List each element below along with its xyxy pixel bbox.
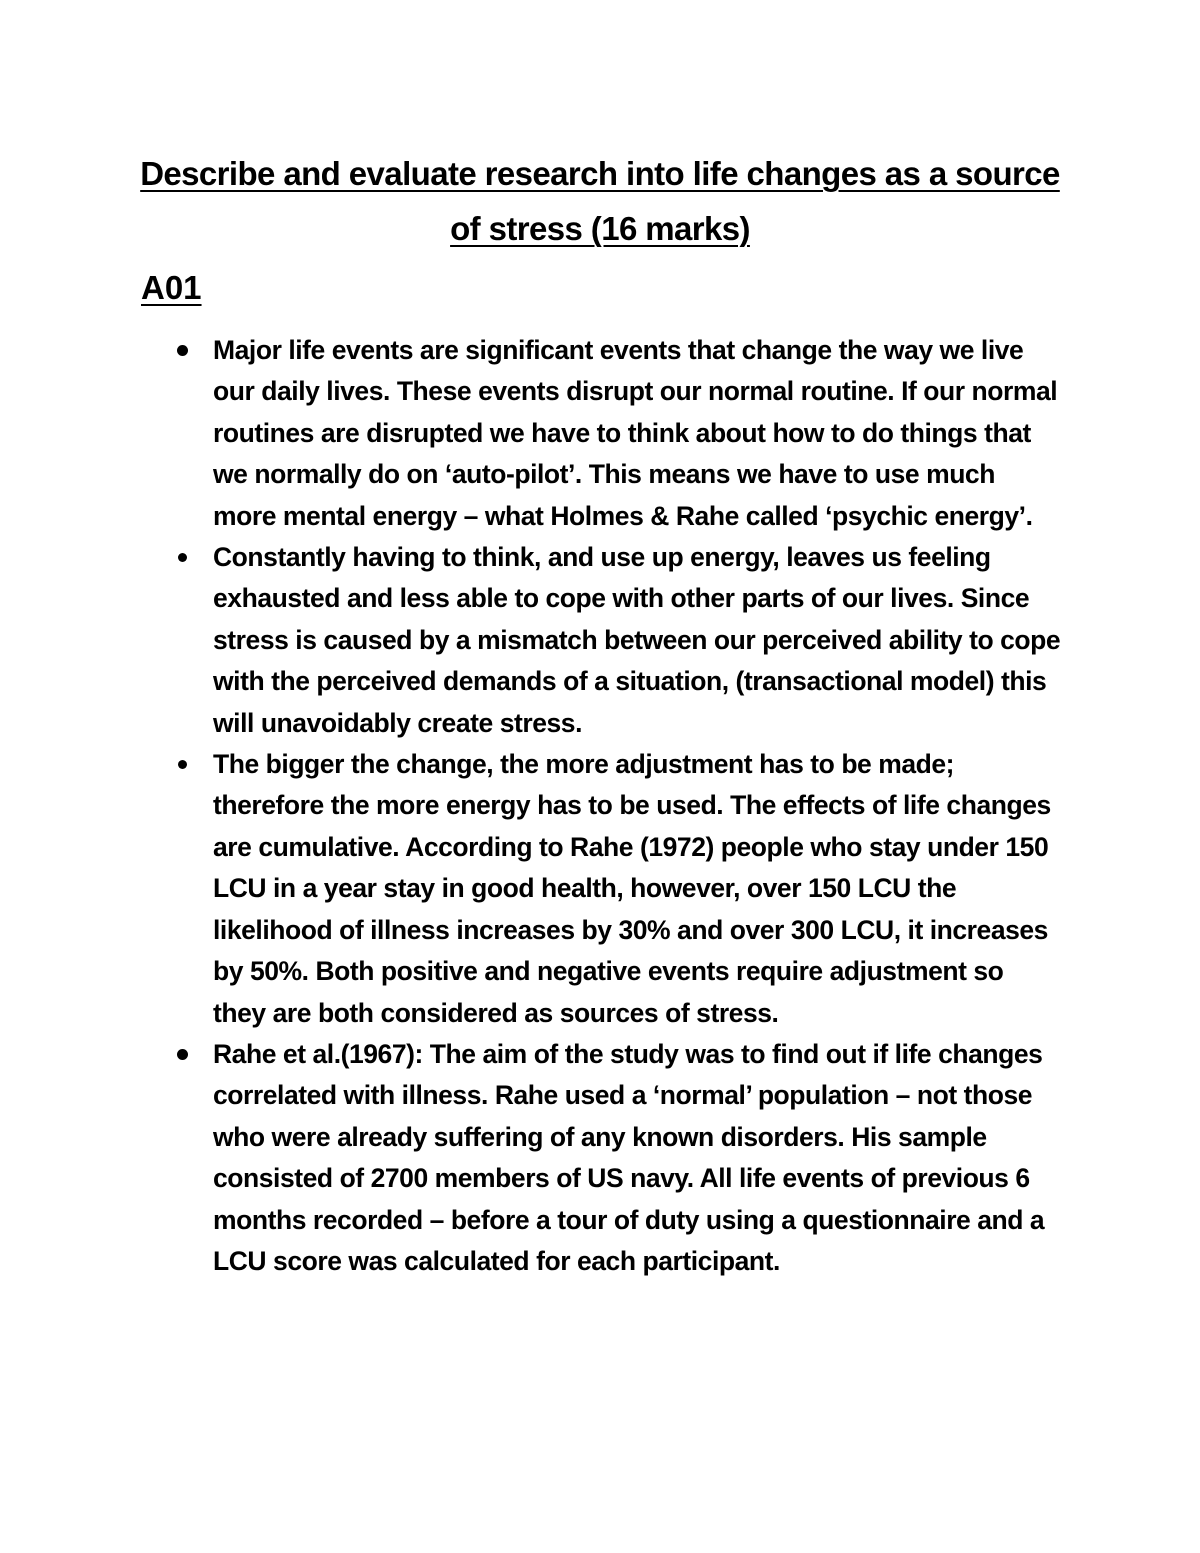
bullet-icon (178, 553, 187, 562)
bullet-text: The bigger the change, the more adjustment has to be made; therefore the more energy has to be used. The effects of life changes are cumulative. According to Rahe (1972) people who stay under 150 LCU in a year stay in good health, however, over 150 LCU the likelihood of illness increases by 30% and over 300 LCU, it increases by 50%. Both positive and negative events require adjustment so they are both considered as sources of stress. (213, 749, 1051, 1028)
bullet-text: Constantly having to think, and use up energy, leaves us feeling exhausted and less able to cope with other parts of our lives. Since stress is caused by a mismatch between our perceived ability to cope with the perceived demands of a situation, (transactional model) this will unavoidably create stress. (213, 542, 1061, 738)
bullet-text: Major life events are significant events that change the way we live our daily lives. These events disrupt our normal routine. If our normal routines are disrupted we have to think about how to do things that we normally do on ‘auto-pilot’. This means we have to use much more mental energy – what Holmes & Rahe called ‘psychic energy’. (213, 335, 1058, 531)
section-heading-a01: A01 (141, 269, 202, 306)
bullet-item (213, 330, 1063, 537)
document-title: Describe and evaluate research into life changes as a source of stress (16 marks) (140, 155, 1060, 247)
bullet-icon (177, 1049, 188, 1060)
bullet-icon (178, 760, 187, 769)
bullet-text: Rahe et al.(1967): The aim of the study was to find out if life changes correlated with illness. Rahe used a ‘normal’ population – not those who were already suffering of any known disorders. His sample consisted of 2700 members of US navy. All life events of previous 6 months recorded – before a tour of duty using a questionnaire and a LCU score was calculated for each participant. (213, 1038, 1045, 1276)
bullet-item (213, 537, 1063, 744)
bullet-item (213, 1034, 1063, 1282)
bullet-item (213, 744, 1063, 1034)
bullet-list (213, 330, 1063, 1282)
bullet-icon (177, 345, 188, 356)
